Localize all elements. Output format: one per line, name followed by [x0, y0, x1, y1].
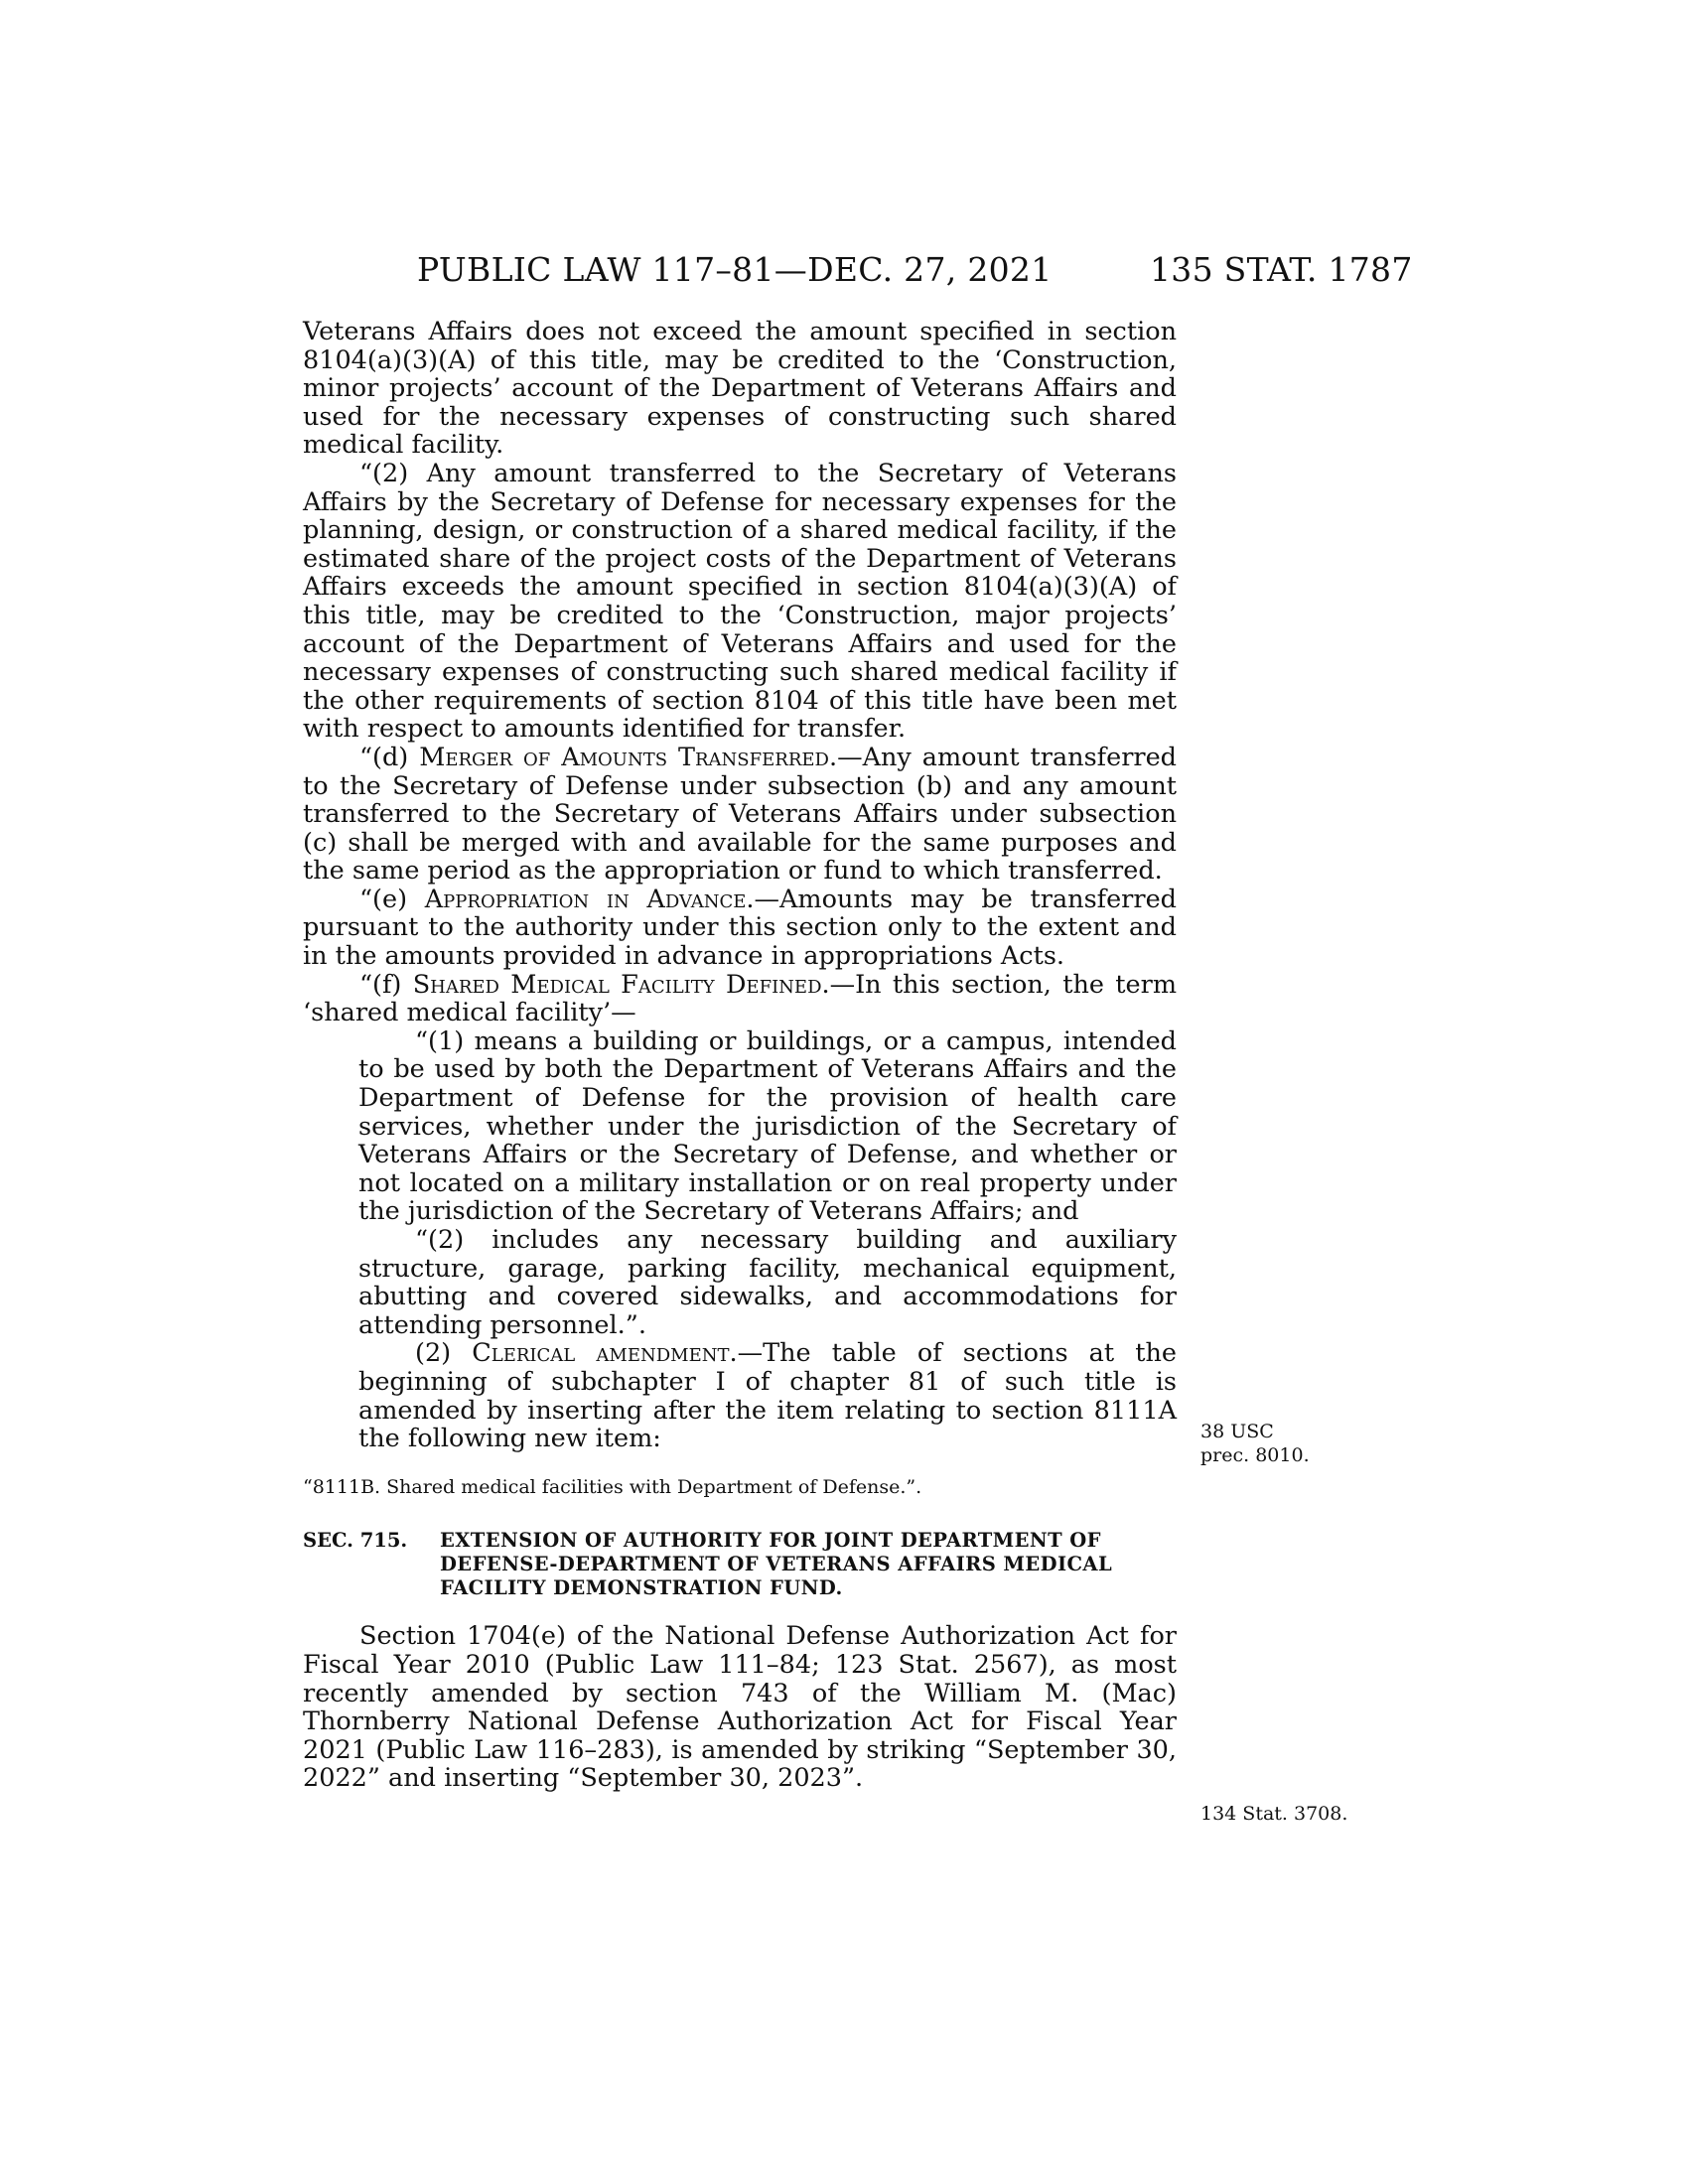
- margin-note-usc-line2: prec. 8010.: [1200, 1444, 1310, 1466]
- paragraph-clerical-amendment: [358, 1339, 1177, 1452]
- paragraph-f-prefix: “(f): [359, 969, 413, 1000]
- paragraph-f: [303, 971, 1177, 1027]
- table-of-sections-item: “8111B. Shared medical facilities with Department of Defense.”.: [303, 1475, 922, 1498]
- paragraph-d-text: —Any amount transferred to the Secretary of Defense under subsection (b) and any amount transferred to the Secretary of Veterans Affairs under subsection (c) shall be merged with and available for the same purposes and the same period as the appropriation or fund to which transferred.: [303, 742, 1177, 887]
- clerical-prefix: (2): [415, 1338, 473, 1369]
- paragraph-d-prefix: “(d): [359, 742, 420, 772]
- paragraph-d: [303, 744, 1177, 886]
- paragraph-e: [303, 886, 1177, 971]
- paragraph-f-text: —In this section, the term ‘shared medical facility’—: [303, 969, 1178, 1028]
- paragraph-f2: “(2) includes any necessary building and auxiliary structure, garage, parking facility, mechanical equipment, abutting and covered sidewalks, and accommodations for attending personnel.”.: [358, 1225, 1177, 1340]
- statute-page-reference: 135 STAT. 1787: [1150, 250, 1413, 289]
- section-number: SEC. 715.: [303, 1529, 408, 1553]
- section-title: EXTENSION OF AUTHORITY FOR JOINT DEPARTMENT OF DEFENSE-DEPARTMENT OF VETERANS AFFAIRS MEDICAL FACILITY DEMONSTRATION FUND.: [440, 1529, 1113, 1600]
- clerical-heading: Clerical amendment.: [472, 1338, 738, 1369]
- margin-note-stat: 134 Stat. 3708.: [1200, 1803, 1348, 1825]
- paragraph-e-text: —Amounts may be transferred pursuant to the authority under this section only to the extent and in the amounts provided in advance in appropriations Acts.: [303, 884, 1177, 972]
- margin-note-usc: [1200, 1420, 1310, 1467]
- paragraph-e-heading: Appropriation in Advance.: [424, 884, 755, 914]
- paragraph-continuation: Veterans Affairs does not exceed the amount specified in section 8104(a)(3)(A) of this title, may be credited to the ‘Construction, minor projects’ account of the Department of Veterans Affairs and used for the necessary expenses of constructing such shared medical facility.: [303, 317, 1177, 461]
- margin-note-usc-line1: 38 USC: [1200, 1421, 1274, 1442]
- section-text: Section 1704(e) of the National Defense Authorization Act for Fiscal Year 2010 (Public Law 111–84; 123 Stat. 2567), as most recently amended by section 743 of the William M. (Mac) Thornberry National Defense Authorization Act for Fiscal Year 2021 (Public Law 116–283), is amended by striking “September 30, 2022” and inserting “September 30, 2023”.: [303, 1621, 1177, 1794]
- paragraph-c2: “(2) Any amount transferred to the Secretary of Veterans Affairs by the Secretary of Defense for necessary expenses for the planning, design, or construction of a shared medical facility, if the estimated share of the project costs of the Department of Veterans Affairs exceeds the amount specified in section 8104(a)(3)(A) of this title, may be credited to the ‘Construction, major projects’ account of the Department of Veterans Affairs and used for the necessary expenses of constructing such shared medical facility if the other requirements of section 8104 of this title have been met with respect to amounts identified for transfer.: [303, 458, 1177, 745]
- paragraph-f-heading: Shared Medical Facility Defined.: [412, 969, 830, 1000]
- section-heading: [303, 1529, 1177, 1600]
- clerical-text: —The table of sections at the beginning of subchapter I of chapter 81 of such title is amended by inserting after the item relating to section 8111A the following new item:: [358, 1338, 1178, 1454]
- running-header-title: PUBLIC LAW 117–81—DEC. 27, 2021: [417, 250, 1053, 289]
- paragraph-f1: “(1) means a building or buildings, or a campus, intended to be used by both the Department of Veterans Affairs and the Department of Defense for the provision of health care services, whether under the jurisdiction of the Secretary of Veterans Affairs or the Secretary of Defense, and whether or not located on a military installation or on real property under the jurisdiction of the Secretary of Veterans Affairs; and: [358, 1025, 1177, 1227]
- paragraph-e-prefix: “(e): [359, 884, 425, 914]
- paragraph-d-heading: Merger of Amounts Transferred.: [419, 742, 838, 772]
- document-body: [303, 318, 1177, 1793]
